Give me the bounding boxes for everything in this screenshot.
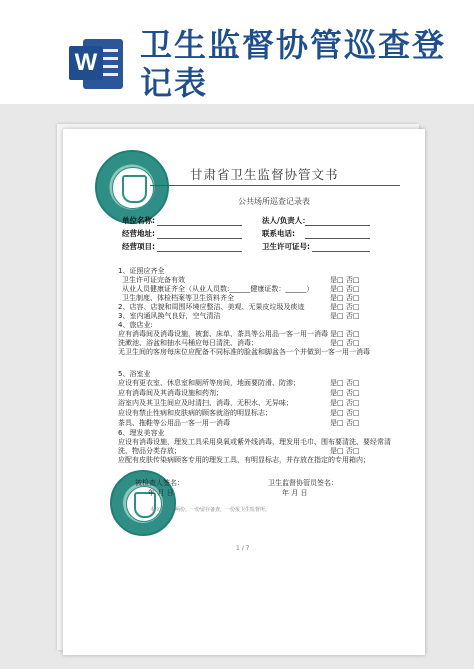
license-line [312, 251, 370, 252]
yes-no-checkbox[interactable]: 是□ 否□ [330, 330, 360, 338]
list-item: 卫生许可证完备有效 [122, 276, 185, 284]
list-item: 5、浴室业 [118, 370, 151, 378]
list-item: 4、旅店业: [118, 321, 153, 329]
list-item: 应配有皮肤传染病顾客专用的理发工具，有明显标志，并存放在指定的专用箱内； [118, 456, 370, 464]
list-item: 洗漱池、浴盆和抽水马桶应每日清洗、消毒； [118, 339, 258, 347]
phone-line [305, 238, 370, 239]
list-item: 应设有消毒设施，理发工具采用臭氧或紫外线消毒，理发用毛巾、围布要清洗、要经常清 [118, 438, 391, 446]
yes-no-checkbox[interactable]: 是□ 否□ [330, 399, 360, 407]
banner [0, 0, 474, 104]
yes-no-checkbox[interactable]: 是□ 否□ [330, 419, 360, 427]
legal-rep-label: 法人/负责人： [262, 216, 310, 225]
yes-no-checkbox[interactable]: 是□ 否□ [330, 303, 360, 311]
list-item: 3、室内通风换气良好，空气清洁 [118, 312, 221, 320]
list-item: 从业人员健康证齐全（从业人员数:______健康证数：______） [122, 285, 314, 293]
list-item: 茶具、拖鞋等公用品一客一用一消毒 [118, 419, 230, 427]
yes-no-checkbox[interactable]: 是□ 否□ [330, 294, 360, 302]
page-number: 1 / 7 [236, 545, 250, 552]
list-item: 浴室内及其卫生间应及时清扫、消毒，无积水、无异味； [118, 399, 293, 407]
yes-no-checkbox[interactable]: 是□ 否□ [330, 339, 360, 347]
address-line [157, 238, 242, 239]
footnote: 本文书一式两份，一份留存备查，一份报卫生监督所。 [150, 507, 271, 513]
project-label: 经营项目: [122, 242, 155, 251]
inspected-date: 年 月 日 [148, 489, 174, 497]
inspector-signature-label: 卫生监督协管员签名： [268, 479, 338, 487]
list-item: 应设有更衣室、休息室和厕所等房间，地面要防滑、防渗； [118, 379, 300, 387]
list-item: 应设有禁止性病和皮肤病的顾客就浴的明显标志； [118, 409, 272, 417]
inspector-date: 年 月 日 [282, 489, 308, 497]
project-line [157, 251, 242, 252]
yes-no-checkbox[interactable]: 是□ 否□ [330, 276, 360, 284]
yes-no-checkbox[interactable]: 是□ 否□ [330, 312, 360, 320]
license-label: 卫生许可证号: [262, 242, 310, 251]
unit-name-label: 单位名称: [122, 216, 155, 225]
legal-rep-line [305, 225, 370, 226]
unit-name-line [157, 225, 242, 226]
word-icon-letter: W [69, 46, 103, 80]
inspected-signature-label: 被检查人签名： [135, 479, 184, 487]
yes-no-checkbox[interactable]: 是□ 否□ [330, 447, 360, 455]
list-item: 应有消毒间及消毒设施，被套、床单、茶具等公用品一客一用一消毒 [118, 330, 328, 338]
list-item: 1、证照应齐全 [118, 267, 165, 275]
banner-title: 卫生监督协管巡查登记表 [140, 26, 447, 102]
list-item: 卫生制度、体检档案等卫生资料齐全 [122, 294, 234, 302]
title-rule [150, 185, 400, 186]
yes-no-checkbox[interactable]: 是□ 否□ [330, 409, 360, 417]
document-title: 甘肃省卫生监督协管文书 [190, 167, 339, 182]
yes-no-checkbox[interactable]: 是□ 否□ [330, 379, 360, 387]
list-item: 2、店容、店貌和周围环境应整洁、美观、无果皮垃圾及痰迹 [118, 303, 305, 311]
word-document-icon [69, 37, 125, 93]
health-supervision-seal-icon [95, 150, 169, 224]
address-label: 经营地址: [122, 229, 155, 238]
yes-no-checkbox[interactable]: 是□ 否□ [330, 285, 360, 293]
yes-no-checkbox[interactable]: 是□ 否□ [330, 389, 360, 397]
list-item: 洗，物品分类存放； [118, 447, 181, 455]
list-item: 应有消毒间及其消毒设施和药剂； [118, 389, 223, 397]
list-item: 6、理发美容业 [118, 429, 165, 437]
document-subtitle: 公共场所巡查记录表 [238, 197, 310, 206]
list-item: 无卫生间的客房每床位应配备不同标准的脸盆和脚盆各一个并做到一客一用一消毒 [118, 348, 370, 356]
phone-label: 联系电话: [262, 229, 295, 238]
